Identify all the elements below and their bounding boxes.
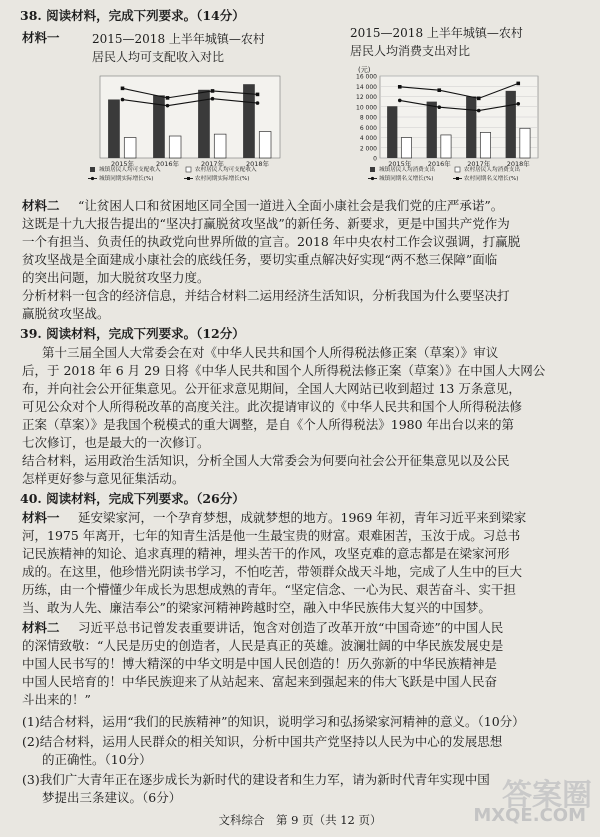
chart1-title-line2: 居民人均可支配收入对比 — [92, 50, 225, 64]
y-tick-label: 8 000 — [359, 114, 377, 122]
q40-m1-line: 河，1975 年离开，七年的知青生活是他一生最宝贵的财富。艰难困苦，玉汝于成。习总书 — [22, 528, 521, 543]
y-axis-label: (元) — [358, 66, 371, 74]
q38-m2-line: 一个有担当、负责任的执政党向世界所做的宣言。2018 年中央农村工作会议强调，打赢脱 — [22, 234, 521, 249]
q39-line: 正案（草案）》是我国个税模式的重大调整，是自《个人所得税法》1980 年出台以来的第 — [22, 417, 515, 432]
x-tick-label: 2018年 — [506, 160, 530, 168]
growth-point — [437, 105, 441, 109]
q40-m1-line: 历练，由一个懵懂少年成长为思想成熟的青年。“坚定信念、一心为民、艰苦奋斗、实干担 — [22, 582, 516, 597]
legend-swatch — [370, 167, 375, 172]
growth-point — [121, 87, 125, 91]
legend-marker — [456, 177, 459, 180]
consumption-chart — [346, 62, 546, 192]
q40-sub2a: (2)结合材料，运用人民群众的相关知识，分析中国共产党坚持以人民为中心的发展思想 — [22, 734, 503, 749]
legend-swatch — [90, 167, 95, 172]
bar-rural — [259, 132, 271, 158]
growth-point — [477, 109, 481, 113]
q38-m2-line: 这既是十九大报告提出的“坚决打赢脱贫攻坚战”的新任务、新要求，更是中国共产党作为 — [22, 216, 510, 231]
bar-rural — [401, 138, 411, 159]
q38-ask-line: 分析材料一包含的经济信息，并结合材料二运用经济生活知识，分析我国为什么要坚决打 — [22, 288, 510, 303]
q40-m2-line: 中国人民书写的！博大精深的中华文明是中国人民创造的！历久弥新的中华民族精神是 — [22, 656, 498, 671]
y-tick-label: 12 000 — [356, 94, 377, 101]
growth-point — [437, 88, 441, 92]
y-tick-label: 14 000 — [356, 83, 377, 91]
growth-point — [256, 101, 260, 105]
q40-m1-line: 成的。在这里，他珍惜光阴读书学习，不怕吃苦，带领群众战天斗地，完成了人生中的巨大 — [22, 564, 523, 579]
legend-marker — [187, 177, 190, 180]
q40-material2-label: 材料二 — [22, 620, 60, 635]
q39-line: 第十三届全国人大常委会在对《中华人民共和国个人所得税法修正案（草案）》审议 — [42, 345, 499, 360]
y-tick-label: 6 000 — [359, 124, 377, 132]
q39-line: 后，于 2018 年 6 月 29 日将《中华人民共和国个人所得税法修正案（草案）》在中国人大网公 — [22, 363, 546, 378]
bar-rural — [214, 134, 226, 158]
x-tick-label: 2015年 — [110, 160, 135, 168]
income-chart — [88, 70, 288, 195]
q40-m2-line: 习近平总书记曾发表重要讲话，饱含对创造了改革开放“中国奇迹”的中国人民 — [78, 620, 504, 635]
x-tick-label: 2017年 — [200, 160, 225, 168]
growth-point — [516, 102, 520, 106]
x-tick-label: 2015年 — [388, 160, 412, 168]
chart1-title-line1: 2015—2018 上半年城镇—农村 — [92, 32, 265, 46]
q38-m2-line: 贫攻坚战是全面建成小康社会的底线任务，要切实重点解决好实现“两不愁三保障”面临 — [22, 252, 498, 267]
growth-point — [121, 98, 125, 102]
growth-point — [211, 89, 215, 93]
bar-rural — [169, 136, 181, 158]
bar-urban — [387, 106, 397, 158]
bar-urban — [108, 99, 120, 158]
legend-label: 城镇同期名义增长(%) — [379, 176, 434, 182]
q39-line: 可见公众对个人所得税改革的高度关注。此次提请审议的《中华人民共和国个人所得税法修 — [22, 399, 523, 414]
q40-m1-line: 当、敢为人先、廉洁奉公”的梁家河精神跨越时空，融入中华民族伟大复兴的中国梦。 — [22, 600, 491, 615]
y-tick-label: 10 000 — [356, 104, 377, 112]
x-tick-label: 2016年 — [155, 160, 180, 168]
growth-point — [166, 104, 170, 108]
legend-marker — [91, 177, 94, 180]
growth-point — [166, 96, 170, 100]
q40-m2-line: 中国人民培育的！中华民族迎来了从站起来、富起来到强起来的伟大飞跃是中国人民奋 — [22, 674, 498, 689]
growth-point — [398, 85, 402, 89]
bar-urban — [466, 97, 476, 159]
growth-point — [516, 82, 520, 86]
q40-material1-label: 材料一 — [22, 510, 60, 525]
q40-sub1: (1)结合材料，运用“我们的民族精神”的知识，说明学习和弘扬梁家河精神的意义。（10分） — [22, 714, 525, 729]
q40-m1-line: 记民族精神的知论、追求真理的精神，埋头苦干的作风，攻坚克难的意志都是在梁家河形 — [22, 546, 510, 561]
y-tick-label: 4 000 — [359, 135, 377, 142]
q38-m2-line: 的突出问题，加大脱贫攻坚力度。 — [22, 270, 210, 285]
bar-urban — [506, 91, 516, 158]
y-tick-label: 0 — [373, 155, 377, 163]
q39-line: 结合材料，运用政治生活知识，分析全国人大常委会为何要向社会公开征集意见以及公民 — [22, 453, 510, 468]
growth-point — [398, 99, 402, 103]
growth-point — [211, 97, 215, 101]
legend-label: 城镇同期实际增长(%) — [99, 176, 154, 182]
growth-point — [477, 97, 481, 101]
growth-point — [256, 93, 260, 97]
bar-rural — [480, 132, 490, 158]
bar-urban — [243, 84, 255, 158]
y-tick-label: 2 000 — [359, 145, 377, 153]
x-tick-label: 2018年 — [245, 160, 270, 168]
bar-rural — [520, 128, 530, 158]
page-footer: 文科综合 第 9 页（共 12 页） — [218, 813, 382, 827]
q38-material1-label: 材料一 — [22, 30, 60, 45]
q38-heading: 38. 阅读材料，完成下列要求。（14分） — [20, 8, 245, 23]
legend-label: 农村居民人均可支配收入 — [195, 167, 257, 173]
q40-heading: 40. 阅读材料，完成下列要求。（26分） — [20, 491, 245, 506]
bar-rural — [441, 135, 451, 158]
legend-label: 农村同期实际增长(%) — [195, 176, 250, 182]
legend-swatch — [186, 167, 191, 172]
watermark-logo: 答案圈 — [502, 778, 592, 813]
legend-marker — [371, 177, 374, 180]
q40-sub2b: 的正确性。（10分） — [42, 752, 152, 767]
q38-ask-line: 赢脱贫攻坚战。 — [22, 306, 110, 321]
q38-material2-label: 材料二 — [22, 198, 60, 213]
q38-m2-line: “让贫困人口和贫困地区同全国一道进入全面小康社会是我们党的庄严承诺”。 — [78, 198, 504, 213]
x-tick-label: 2017年 — [467, 160, 491, 168]
x-tick-label: 2016年 — [427, 160, 451, 168]
legend-label: 城镇居民人均消费支出 — [379, 167, 435, 173]
chart2-title-line2: 居民人均消费支出对比 — [350, 44, 471, 58]
bar-rural — [124, 138, 136, 159]
watermark-url: MXQE.COM — [473, 805, 586, 826]
q39-line: 七次修订，也是最大的一次修订。 — [22, 435, 210, 450]
legend-label: 农村居民人均消费支出 — [464, 167, 520, 173]
q39-line: 怎样更好参与意见征集活动。 — [22, 471, 185, 486]
q39-line: 布，并向社会公开征集意见。公开征求意见期间，全国人大网站已收到超过 13 万条意见， — [22, 381, 521, 396]
legend-swatch — [455, 167, 460, 172]
q40-m2-line: 的深情致敬：“人民是历史的创造者，人民是真正的英雄。波澜壮阔的中华民族发展史是 — [22, 638, 504, 653]
q39-heading: 39. 阅读材料，完成下列要求。（12分） — [20, 326, 245, 341]
legend-label: 城镇居民人均可支配收入 — [99, 167, 161, 173]
q40-sub3b: 梦提出三条建议。（6分） — [42, 790, 182, 805]
legend-label: 农村同期名义增长(%) — [464, 176, 519, 182]
chart2-title-line1: 2015—2018 上半年城镇—农村 — [350, 26, 523, 40]
q40-m2-line: 斗出来的！” — [22, 692, 91, 707]
y-tick-label: 16 000 — [356, 73, 377, 81]
q40-sub3a: (3)我们广大青年正在逐步成长为新时代的建设者和生力军，请为新时代青年实现中国 — [22, 772, 490, 787]
q40-m1-line: 延安梁家河，一个孕育梦想，成就梦想的地方。1969 年初，青年习近平来到梁家 — [78, 510, 527, 525]
bar-urban — [427, 102, 437, 158]
